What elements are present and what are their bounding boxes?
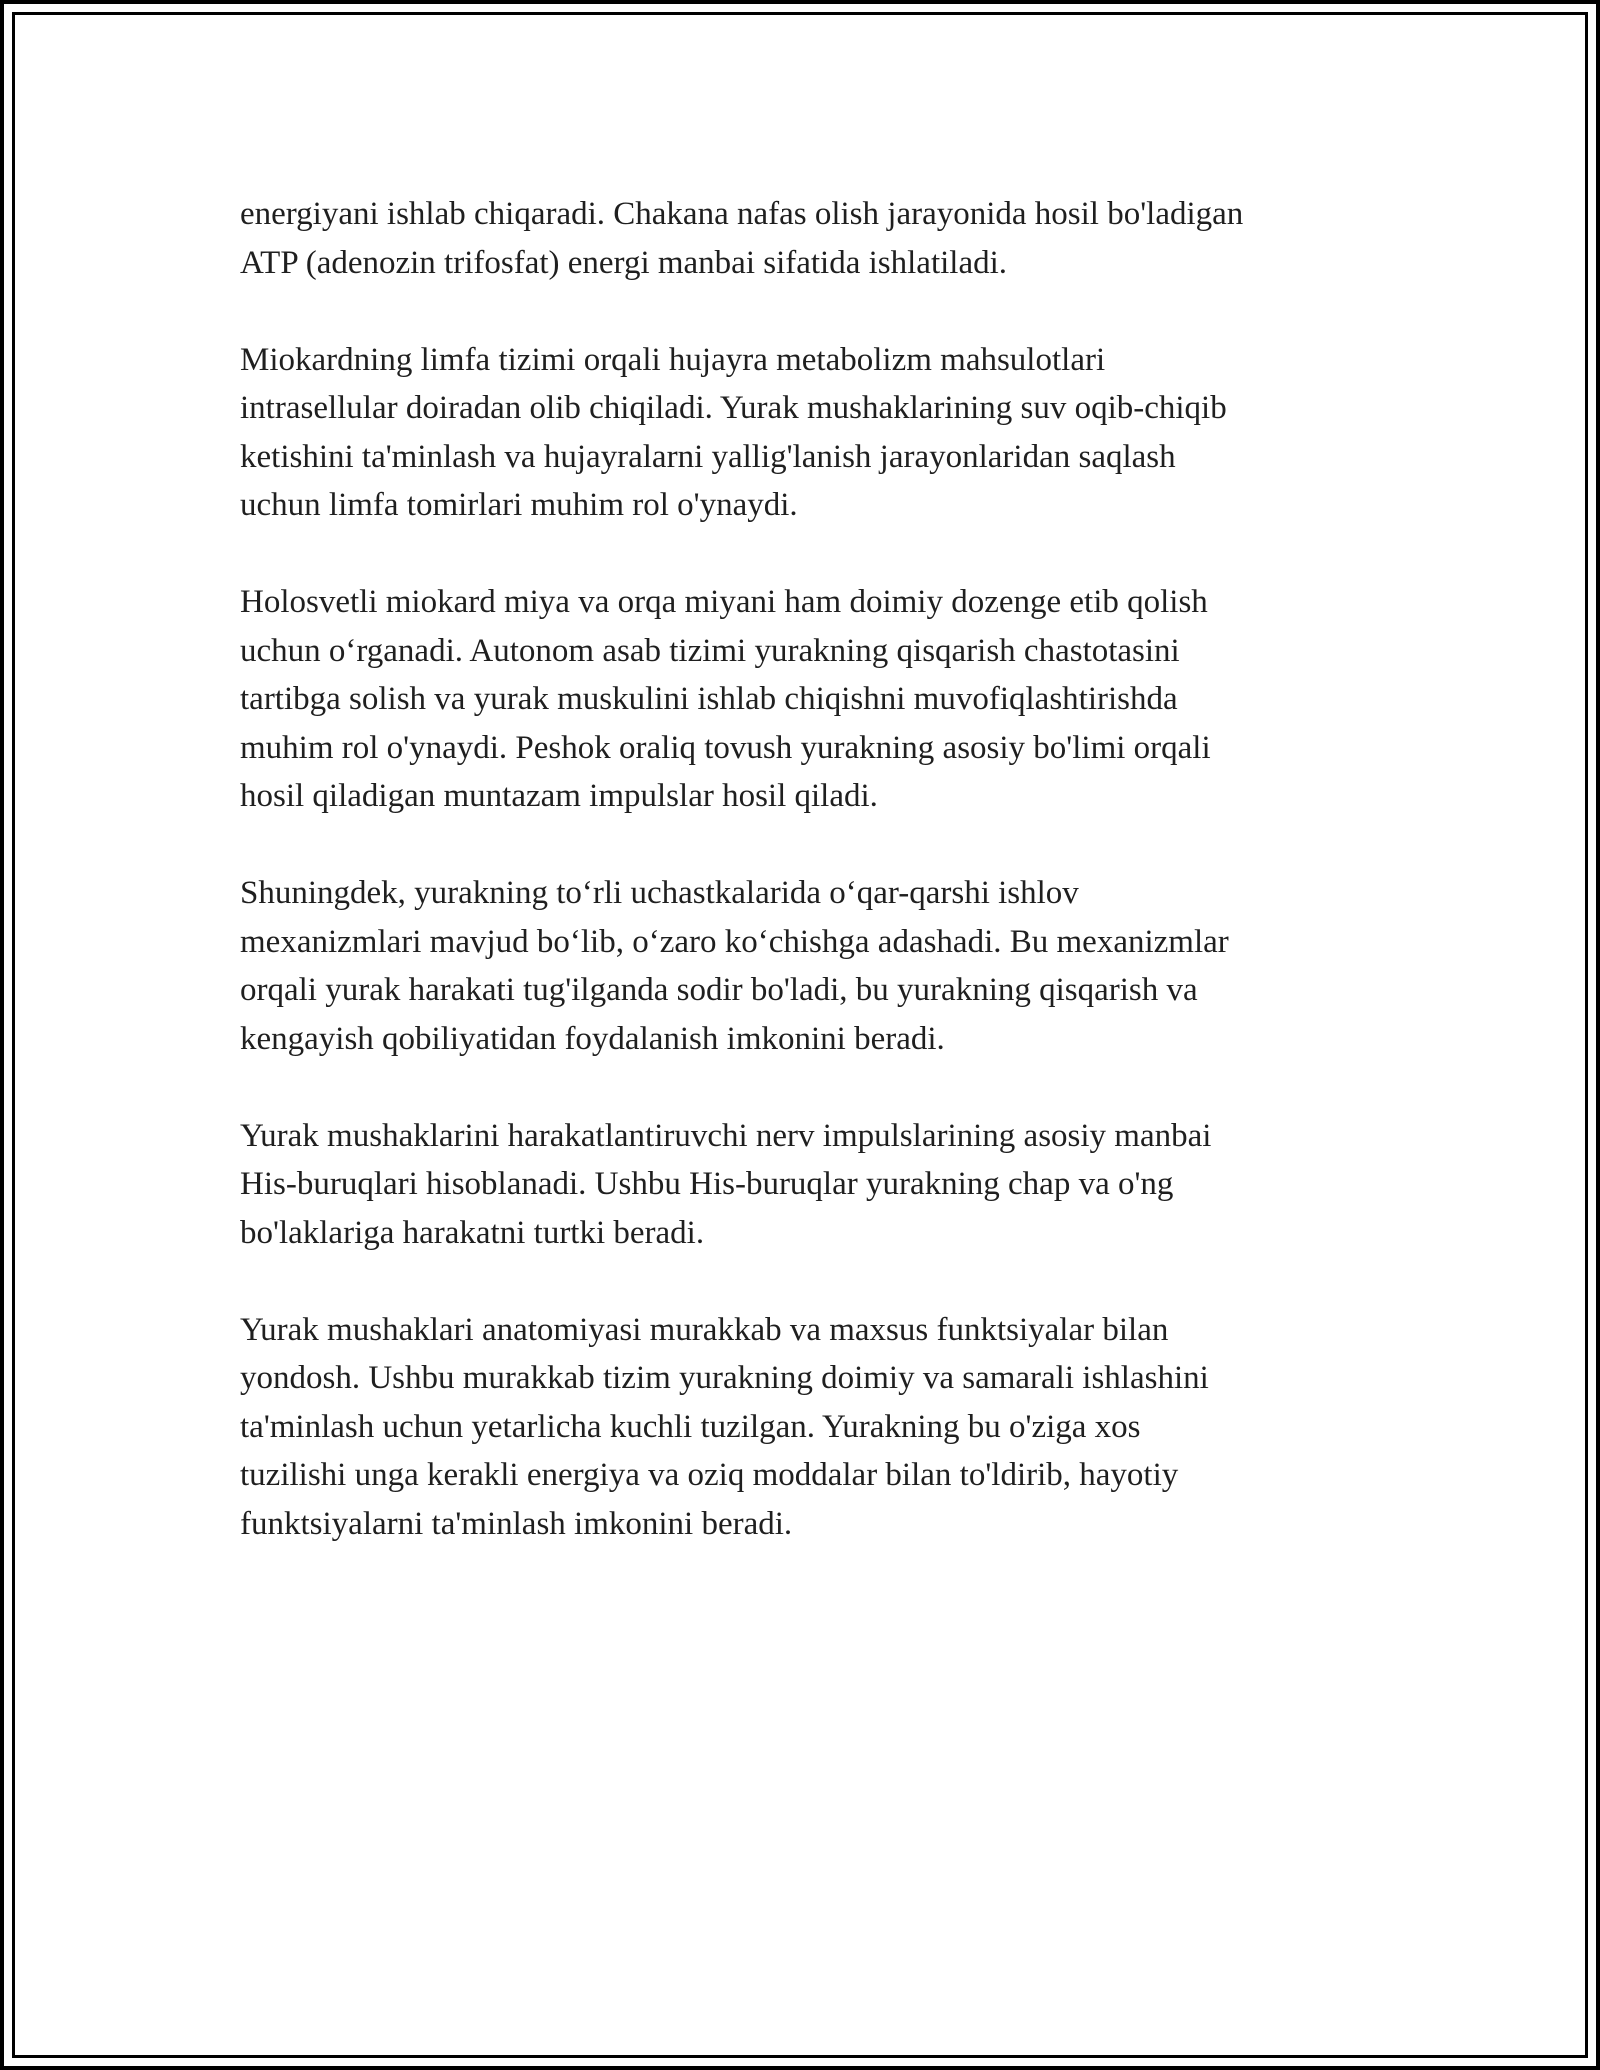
paragraph-line: uchun limfa tomirlari muhim rol o'ynaydi. xyxy=(240,487,798,523)
paragraph-line: energiyani ishlab chiqaradi. Chakana nafas olish jarayonida hosil bo'ladigan xyxy=(240,196,1244,232)
paragraph-1 xyxy=(240,190,1380,287)
paragraph-line: kengayish qobiliyatidan foydalanish imkonini beradi. xyxy=(240,1020,945,1057)
paragraph-5 xyxy=(240,1112,1380,1258)
paragraph-line: Yurak mushaklari anatomiyasi murakkab va maxsus funktsiyalar bilan xyxy=(240,1311,1169,1348)
paragraph-line: mexanizmlari mavjud bo‘lib, o‘zaro ko‘chishga adashadi. Bu mexanizmlar xyxy=(240,923,1229,960)
paragraph-line: ATP (adenozin trifosfat) energi manbai sifatida ishlatiladi. xyxy=(240,244,1008,281)
paragraph-line: hosil qiladigan muntazam impulslar hosil qiladi. xyxy=(240,778,878,814)
paragraph-line: intrasellular doiradan olib chiqiladi. Yurak mushaklarining suv oqib-chiqib xyxy=(240,390,1227,426)
paragraph-line: tartibga solish va yurak muskulini ishlab chiqishni muvofiqlashtirishda xyxy=(240,681,1178,717)
paragraph-line: ta'minlash uchun yetarlicha kuchli tuzilgan. Yurakning bu o'ziga xos xyxy=(240,1408,1141,1445)
paragraph-line: Miokardning limfa tizimi orqali hujayra metabolizm mahsulotlari xyxy=(240,341,1106,378)
paragraph-line: uchun o‘rganadi. Autonom asab tizimi yurakning qisqarish chastotasini xyxy=(240,632,1180,669)
document-body xyxy=(240,190,1380,1548)
paragraph-line: Yurak mushaklarini harakatlantiruvchi nerv impulslarining asosiy manbai xyxy=(240,1117,1212,1154)
paragraph-line: ketishini ta'minlash va hujayralarni yallig'lanish jarayonlaridan saqlash xyxy=(240,438,1176,475)
paragraph-line: Holosvetli miokard miya va orqa miyani ham doimiy dozenge etib qolish xyxy=(240,584,1208,620)
paragraph-line: bo'laklariga harakatni turtki beradi. xyxy=(240,1214,705,1251)
paragraph-line: tuzilishi unga kerakli energiya va oziq moddalar bilan to'ldirib, hayotiy xyxy=(240,1457,1179,1493)
paragraph-line: Shuningdek, yurakning to‘rli uchastkalarida o‘qar-qarshi ishlov xyxy=(240,875,1079,911)
paragraph-line: funktsiyalarni ta'minlash imkonini beradi. xyxy=(240,1505,793,1542)
paragraph-line: His-buruqlari hisoblanadi. Ushbu His-buruqlar yurakning chap va o'ng xyxy=(240,1166,1174,1202)
paragraph-line: muhim rol o'ynaydi. Peshok oraliq tovush yurakning asosiy bo'limi orqali xyxy=(240,729,1211,766)
paragraph-4 xyxy=(240,869,1380,1063)
paragraph-3 xyxy=(240,578,1380,821)
paragraph-6 xyxy=(240,1306,1380,1549)
paragraph-line: yondosh. Ushbu murakkab tizim yurakning doimiy va samarali ishlashini xyxy=(240,1360,1209,1396)
paragraph-line: orqali yurak harakati tug'ilganda sodir bo'ladi, bu yurakning qisqarish va xyxy=(240,972,1198,1008)
paragraph-2 xyxy=(240,336,1380,530)
